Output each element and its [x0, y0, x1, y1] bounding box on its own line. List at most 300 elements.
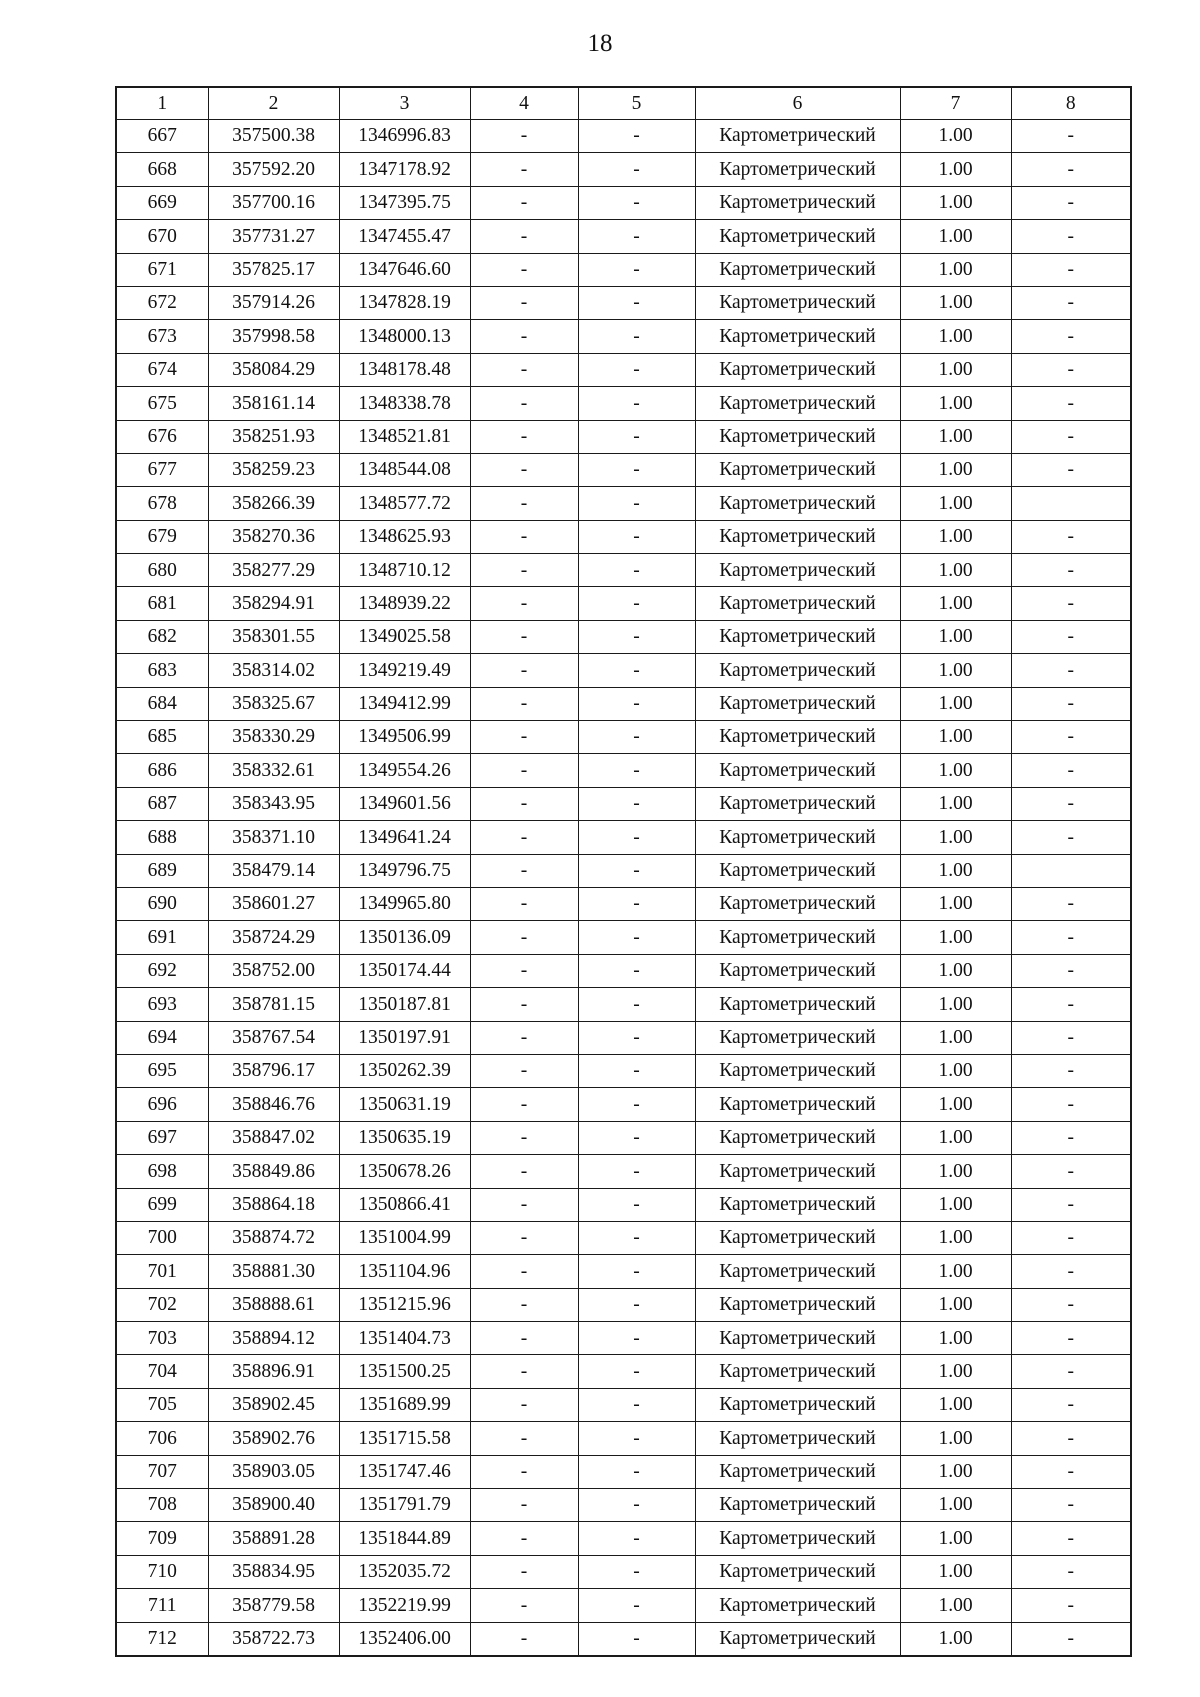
column-4-cell: -	[470, 153, 578, 186]
y-coordinate-cell: 1350136.09	[339, 921, 470, 954]
column-5-cell: -	[578, 186, 695, 219]
table-row	[116, 186, 1131, 219]
point-number-cell: 681	[116, 587, 208, 620]
method-cell: Картометрический	[695, 453, 900, 486]
y-coordinate-cell: 1351500.25	[339, 1355, 470, 1388]
accuracy-cell: 1.00	[900, 954, 1011, 987]
y-coordinate-cell: 1349796.75	[339, 854, 470, 887]
column-4-cell: -	[470, 120, 578, 153]
method-cell: Картометрический	[695, 1188, 900, 1221]
x-coordinate-cell: 358301.55	[208, 620, 339, 653]
x-coordinate-cell: 358847.02	[208, 1121, 339, 1154]
column-4-cell: -	[470, 1088, 578, 1121]
column-5-cell: -	[578, 353, 695, 386]
point-number-cell: 683	[116, 654, 208, 687]
column-5-cell: -	[578, 787, 695, 820]
point-number-cell: 676	[116, 420, 208, 453]
method-cell: Картометрический	[695, 1221, 900, 1254]
table-row	[116, 1322, 1131, 1355]
x-coordinate-cell: 357500.38	[208, 120, 339, 153]
column-5-cell: -	[578, 387, 695, 420]
column-5-cell: -	[578, 754, 695, 787]
table-row	[116, 1455, 1131, 1488]
x-coordinate-cell: 358722.73	[208, 1622, 339, 1656]
column-5-cell: -	[578, 1522, 695, 1555]
table-row	[116, 654, 1131, 687]
y-coordinate-cell: 1348710.12	[339, 554, 470, 587]
table-row	[116, 1422, 1131, 1455]
column-8-cell: -	[1011, 1355, 1131, 1388]
column-4-cell: -	[470, 1622, 578, 1656]
column-8-cell: -	[1011, 1455, 1131, 1488]
column-8-cell: -	[1011, 186, 1131, 219]
column-8-cell: -	[1011, 587, 1131, 620]
table-row	[116, 153, 1131, 186]
column-8-cell: -	[1011, 654, 1131, 687]
table-row	[116, 220, 1131, 253]
column-5-cell: -	[578, 253, 695, 286]
method-cell: Картометрический	[695, 1088, 900, 1121]
column-8-cell: -	[1011, 821, 1131, 854]
y-coordinate-cell: 1347646.60	[339, 253, 470, 286]
point-number-cell: 685	[116, 721, 208, 754]
table-row	[116, 320, 1131, 353]
column-5-cell: -	[578, 120, 695, 153]
point-number-cell: 692	[116, 954, 208, 987]
y-coordinate-cell: 1347828.19	[339, 286, 470, 319]
point-number-cell: 684	[116, 687, 208, 720]
table-row	[116, 921, 1131, 954]
x-coordinate-cell: 358479.14	[208, 854, 339, 887]
column-5-cell: -	[578, 153, 695, 186]
point-number-cell: 712	[116, 1622, 208, 1656]
column-5-cell: -	[578, 453, 695, 486]
column-4-cell: -	[470, 1054, 578, 1087]
table-row	[116, 1088, 1131, 1121]
method-cell: Картометрический	[695, 1021, 900, 1054]
x-coordinate-cell: 357592.20	[208, 153, 339, 186]
method-cell: Картометрический	[695, 721, 900, 754]
column-5-cell: -	[578, 487, 695, 520]
accuracy-cell: 1.00	[900, 754, 1011, 787]
method-cell: Картометрический	[695, 220, 900, 253]
column-5-cell: -	[578, 286, 695, 319]
column-5-cell: -	[578, 1188, 695, 1221]
accuracy-cell: 1.00	[900, 520, 1011, 553]
point-number-cell: 674	[116, 353, 208, 386]
column-8-cell: -	[1011, 1121, 1131, 1154]
column-8-cell: -	[1011, 1522, 1131, 1555]
accuracy-cell: 1.00	[900, 1188, 1011, 1221]
y-coordinate-cell: 1349412.99	[339, 687, 470, 720]
y-coordinate-cell: 1348625.93	[339, 520, 470, 553]
column-4-cell: -	[470, 420, 578, 453]
table-row	[116, 1288, 1131, 1321]
x-coordinate-cell: 358834.95	[208, 1555, 339, 1588]
column-5-cell: -	[578, 1322, 695, 1355]
x-coordinate-cell: 358270.36	[208, 520, 339, 553]
column-4-cell: -	[470, 1288, 578, 1321]
column-header: 1	[116, 87, 208, 120]
point-number-cell: 677	[116, 453, 208, 486]
table-row	[116, 954, 1131, 987]
method-cell: Картометрический	[695, 1155, 900, 1188]
table-row	[116, 353, 1131, 386]
point-number-cell: 704	[116, 1355, 208, 1388]
point-number-cell: 672	[116, 286, 208, 319]
point-number-cell: 671	[116, 253, 208, 286]
table-row	[116, 787, 1131, 820]
column-4-cell: -	[470, 954, 578, 987]
column-8-cell: -	[1011, 1054, 1131, 1087]
x-coordinate-cell: 358325.67	[208, 687, 339, 720]
table-header-row	[116, 87, 1131, 120]
column-header: 5	[578, 87, 695, 120]
column-5-cell: -	[578, 1088, 695, 1121]
point-number-cell: 700	[116, 1221, 208, 1254]
accuracy-cell: 1.00	[900, 1088, 1011, 1121]
method-cell: Картометрический	[695, 120, 900, 153]
column-8-cell: -	[1011, 921, 1131, 954]
column-4-cell: -	[470, 220, 578, 253]
column-5-cell: -	[578, 854, 695, 887]
point-number-cell: 695	[116, 1054, 208, 1087]
y-coordinate-cell: 1351004.99	[339, 1221, 470, 1254]
column-8-cell: -	[1011, 1322, 1131, 1355]
table-row	[116, 620, 1131, 653]
column-4-cell: -	[470, 253, 578, 286]
column-8-cell: -	[1011, 1622, 1131, 1656]
point-number-cell: 711	[116, 1589, 208, 1622]
y-coordinate-cell: 1349506.99	[339, 721, 470, 754]
column-4-cell: -	[470, 554, 578, 587]
accuracy-cell: 1.00	[900, 1455, 1011, 1488]
method-cell: Картометрический	[695, 1121, 900, 1154]
column-8-cell: -	[1011, 1088, 1131, 1121]
table-row	[116, 754, 1131, 787]
y-coordinate-cell: 1351715.58	[339, 1422, 470, 1455]
y-coordinate-cell: 1350631.19	[339, 1088, 470, 1121]
method-cell: Картометрический	[695, 887, 900, 920]
accuracy-cell: 1.00	[900, 1388, 1011, 1421]
method-cell: Картометрический	[695, 520, 900, 553]
table-row	[116, 1522, 1131, 1555]
y-coordinate-cell: 1349601.56	[339, 787, 470, 820]
column-5-cell: -	[578, 1221, 695, 1254]
column-header: 2	[208, 87, 339, 120]
x-coordinate-cell: 358891.28	[208, 1522, 339, 1555]
method-cell: Картометрический	[695, 1489, 900, 1522]
column-8-cell: -	[1011, 1021, 1131, 1054]
column-5-cell: -	[578, 1555, 695, 1588]
y-coordinate-cell: 1351747.46	[339, 1455, 470, 1488]
x-coordinate-cell: 358161.14	[208, 387, 339, 420]
point-number-cell: 701	[116, 1255, 208, 1288]
x-coordinate-cell: 358330.29	[208, 721, 339, 754]
x-coordinate-cell: 358900.40	[208, 1489, 339, 1522]
point-number-cell: 693	[116, 988, 208, 1021]
x-coordinate-cell: 358902.76	[208, 1422, 339, 1455]
y-coordinate-cell: 1349641.24	[339, 821, 470, 854]
column-4-cell: -	[470, 1489, 578, 1522]
y-coordinate-cell: 1348577.72	[339, 487, 470, 520]
column-header: 4	[470, 87, 578, 120]
method-cell: Картометрический	[695, 153, 900, 186]
point-number-cell: 669	[116, 186, 208, 219]
column-4-cell: -	[470, 1388, 578, 1421]
x-coordinate-cell: 358277.29	[208, 554, 339, 587]
y-coordinate-cell: 1351404.73	[339, 1322, 470, 1355]
table-row	[116, 1021, 1131, 1054]
column-8-cell: -	[1011, 1589, 1131, 1622]
method-cell: Картометрический	[695, 186, 900, 219]
table-row	[116, 721, 1131, 754]
point-number-cell: 703	[116, 1322, 208, 1355]
column-5-cell: -	[578, 654, 695, 687]
accuracy-cell: 1.00	[900, 1288, 1011, 1321]
point-number-cell: 680	[116, 554, 208, 587]
column-8-cell: -	[1011, 120, 1131, 153]
table-row	[116, 1054, 1131, 1087]
table-row	[116, 520, 1131, 553]
column-8-cell	[1011, 487, 1131, 520]
x-coordinate-cell: 357825.17	[208, 253, 339, 286]
accuracy-cell: 1.00	[900, 887, 1011, 920]
column-8-cell: -	[1011, 887, 1131, 920]
column-8-cell: -	[1011, 286, 1131, 319]
column-5-cell: -	[578, 887, 695, 920]
column-8-cell: -	[1011, 787, 1131, 820]
method-cell: Картометрический	[695, 620, 900, 653]
column-4-cell: -	[470, 854, 578, 887]
x-coordinate-cell: 358881.30	[208, 1255, 339, 1288]
column-header: 3	[339, 87, 470, 120]
point-number-cell: 705	[116, 1388, 208, 1421]
column-5-cell: -	[578, 1288, 695, 1321]
column-5-cell: -	[578, 821, 695, 854]
point-number-cell: 678	[116, 487, 208, 520]
method-cell: Картометрический	[695, 1422, 900, 1455]
accuracy-cell: 1.00	[900, 153, 1011, 186]
accuracy-cell: 1.00	[900, 787, 1011, 820]
column-8-cell: -	[1011, 1422, 1131, 1455]
method-cell: Картометрический	[695, 687, 900, 720]
table-row	[116, 253, 1131, 286]
y-coordinate-cell: 1346996.83	[339, 120, 470, 153]
column-5-cell: -	[578, 1355, 695, 1388]
column-5-cell: -	[578, 320, 695, 353]
x-coordinate-cell: 358781.15	[208, 988, 339, 1021]
y-coordinate-cell: 1351791.79	[339, 1489, 470, 1522]
method-cell: Картометрический	[695, 1555, 900, 1588]
y-coordinate-cell: 1348178.48	[339, 353, 470, 386]
column-header: 7	[900, 87, 1011, 120]
column-8-cell: -	[1011, 220, 1131, 253]
y-coordinate-cell: 1352219.99	[339, 1589, 470, 1622]
method-cell: Картометрический	[695, 487, 900, 520]
accuracy-cell: 1.00	[900, 1054, 1011, 1087]
table-row	[116, 554, 1131, 587]
accuracy-cell: 1.00	[900, 253, 1011, 286]
y-coordinate-cell: 1349025.58	[339, 620, 470, 653]
table-row	[116, 1589, 1131, 1622]
point-number-cell: 694	[116, 1021, 208, 1054]
x-coordinate-cell: 358251.93	[208, 420, 339, 453]
method-cell: Картометрический	[695, 353, 900, 386]
method-cell: Картометрический	[695, 554, 900, 587]
table-row	[116, 587, 1131, 620]
y-coordinate-cell: 1348521.81	[339, 420, 470, 453]
table-row	[116, 1355, 1131, 1388]
x-coordinate-cell: 358767.54	[208, 1021, 339, 1054]
column-8-cell: -	[1011, 1155, 1131, 1188]
table-row	[116, 988, 1131, 1021]
accuracy-cell: 1.00	[900, 854, 1011, 887]
y-coordinate-cell: 1350866.41	[339, 1188, 470, 1221]
column-4-cell: -	[470, 1255, 578, 1288]
accuracy-cell: 1.00	[900, 1555, 1011, 1588]
accuracy-cell: 1.00	[900, 320, 1011, 353]
point-number-cell: 682	[116, 620, 208, 653]
accuracy-cell: 1.00	[900, 420, 1011, 453]
accuracy-cell: 1.00	[900, 988, 1011, 1021]
column-4-cell: -	[470, 286, 578, 319]
accuracy-cell: 1.00	[900, 1355, 1011, 1388]
x-coordinate-cell: 358752.00	[208, 954, 339, 987]
column-4-cell: -	[470, 1322, 578, 1355]
x-coordinate-cell: 358084.29	[208, 353, 339, 386]
x-coordinate-cell: 358894.12	[208, 1322, 339, 1355]
table-row	[116, 1388, 1131, 1421]
column-4-cell: -	[470, 453, 578, 486]
column-4-cell: -	[470, 1355, 578, 1388]
method-cell: Картометрический	[695, 320, 900, 353]
column-4-cell: -	[470, 821, 578, 854]
accuracy-cell: 1.00	[900, 554, 1011, 587]
accuracy-cell: 1.00	[900, 1121, 1011, 1154]
column-5-cell: -	[578, 721, 695, 754]
point-number-cell: 706	[116, 1422, 208, 1455]
table-row	[116, 1255, 1131, 1288]
x-coordinate-cell: 358343.95	[208, 787, 339, 820]
column-8-cell: -	[1011, 1221, 1131, 1254]
column-5-cell: -	[578, 520, 695, 553]
method-cell: Картометрический	[695, 286, 900, 319]
column-4-cell: -	[470, 1422, 578, 1455]
column-8-cell: -	[1011, 554, 1131, 587]
table-row	[116, 1489, 1131, 1522]
x-coordinate-cell: 358874.72	[208, 1221, 339, 1254]
column-5-cell: -	[578, 1021, 695, 1054]
y-coordinate-cell: 1351689.99	[339, 1388, 470, 1421]
y-coordinate-cell: 1348338.78	[339, 387, 470, 420]
y-coordinate-cell: 1351844.89	[339, 1522, 470, 1555]
method-cell: Картометрический	[695, 387, 900, 420]
accuracy-cell: 1.00	[900, 286, 1011, 319]
column-5-cell: -	[578, 587, 695, 620]
column-8-cell: -	[1011, 1288, 1131, 1321]
accuracy-cell: 1.00	[900, 1255, 1011, 1288]
y-coordinate-cell: 1350678.26	[339, 1155, 470, 1188]
accuracy-cell: 1.00	[900, 1221, 1011, 1254]
column-5-cell: -	[578, 554, 695, 587]
column-5-cell: -	[578, 1622, 695, 1656]
table-body	[116, 120, 1131, 1656]
column-8-cell: -	[1011, 253, 1131, 286]
y-coordinate-cell: 1350262.39	[339, 1054, 470, 1087]
y-coordinate-cell: 1352406.00	[339, 1622, 470, 1656]
column-5-cell: -	[578, 921, 695, 954]
method-cell: Картометрический	[695, 654, 900, 687]
x-coordinate-cell: 358896.91	[208, 1355, 339, 1388]
column-5-cell: -	[578, 420, 695, 453]
x-coordinate-cell: 357731.27	[208, 220, 339, 253]
column-4-cell: -	[470, 1555, 578, 1588]
accuracy-cell: 1.00	[900, 487, 1011, 520]
method-cell: Картометрический	[695, 420, 900, 453]
column-4-cell: -	[470, 520, 578, 553]
table-row	[116, 1555, 1131, 1588]
column-4-cell: -	[470, 721, 578, 754]
column-4-cell: -	[470, 1188, 578, 1221]
column-8-cell: -	[1011, 420, 1131, 453]
y-coordinate-cell: 1350197.91	[339, 1021, 470, 1054]
y-coordinate-cell: 1347395.75	[339, 186, 470, 219]
x-coordinate-cell: 358724.29	[208, 921, 339, 954]
column-8-cell: -	[1011, 353, 1131, 386]
accuracy-cell: 1.00	[900, 687, 1011, 720]
y-coordinate-cell: 1349554.26	[339, 754, 470, 787]
accuracy-cell: 1.00	[900, 1589, 1011, 1622]
accuracy-cell: 1.00	[900, 921, 1011, 954]
point-number-cell: 670	[116, 220, 208, 253]
point-number-cell: 697	[116, 1121, 208, 1154]
column-8-cell: -	[1011, 1555, 1131, 1588]
point-number-cell: 690	[116, 887, 208, 920]
x-coordinate-cell: 357914.26	[208, 286, 339, 319]
accuracy-cell: 1.00	[900, 1522, 1011, 1555]
column-4-cell: -	[470, 1589, 578, 1622]
point-number-cell: 696	[116, 1088, 208, 1121]
page-number: 18	[587, 30, 613, 57]
column-4-cell: -	[470, 487, 578, 520]
column-8-cell: -	[1011, 520, 1131, 553]
column-8-cell: -	[1011, 721, 1131, 754]
column-8-cell: -	[1011, 387, 1131, 420]
table-row	[116, 387, 1131, 420]
column-8-cell: -	[1011, 954, 1131, 987]
method-cell: Картометрический	[695, 1322, 900, 1355]
column-4-cell: -	[470, 1455, 578, 1488]
accuracy-cell: 1.00	[900, 453, 1011, 486]
column-header: 6	[695, 87, 900, 120]
column-8-cell: -	[1011, 453, 1131, 486]
x-coordinate-cell: 358294.91	[208, 587, 339, 620]
point-number-cell: 667	[116, 120, 208, 153]
point-number-cell: 673	[116, 320, 208, 353]
column-5-cell: -	[578, 220, 695, 253]
column-8-cell: -	[1011, 687, 1131, 720]
y-coordinate-cell: 1350174.44	[339, 954, 470, 987]
table-row	[116, 854, 1131, 887]
method-cell: Картометрический	[695, 988, 900, 1021]
x-coordinate-cell: 358888.61	[208, 1288, 339, 1321]
x-coordinate-cell: 358849.86	[208, 1155, 339, 1188]
method-cell: Картометрический	[695, 1455, 900, 1488]
x-coordinate-cell: 358371.10	[208, 821, 339, 854]
column-5-cell: -	[578, 1422, 695, 1455]
table-row	[116, 1155, 1131, 1188]
